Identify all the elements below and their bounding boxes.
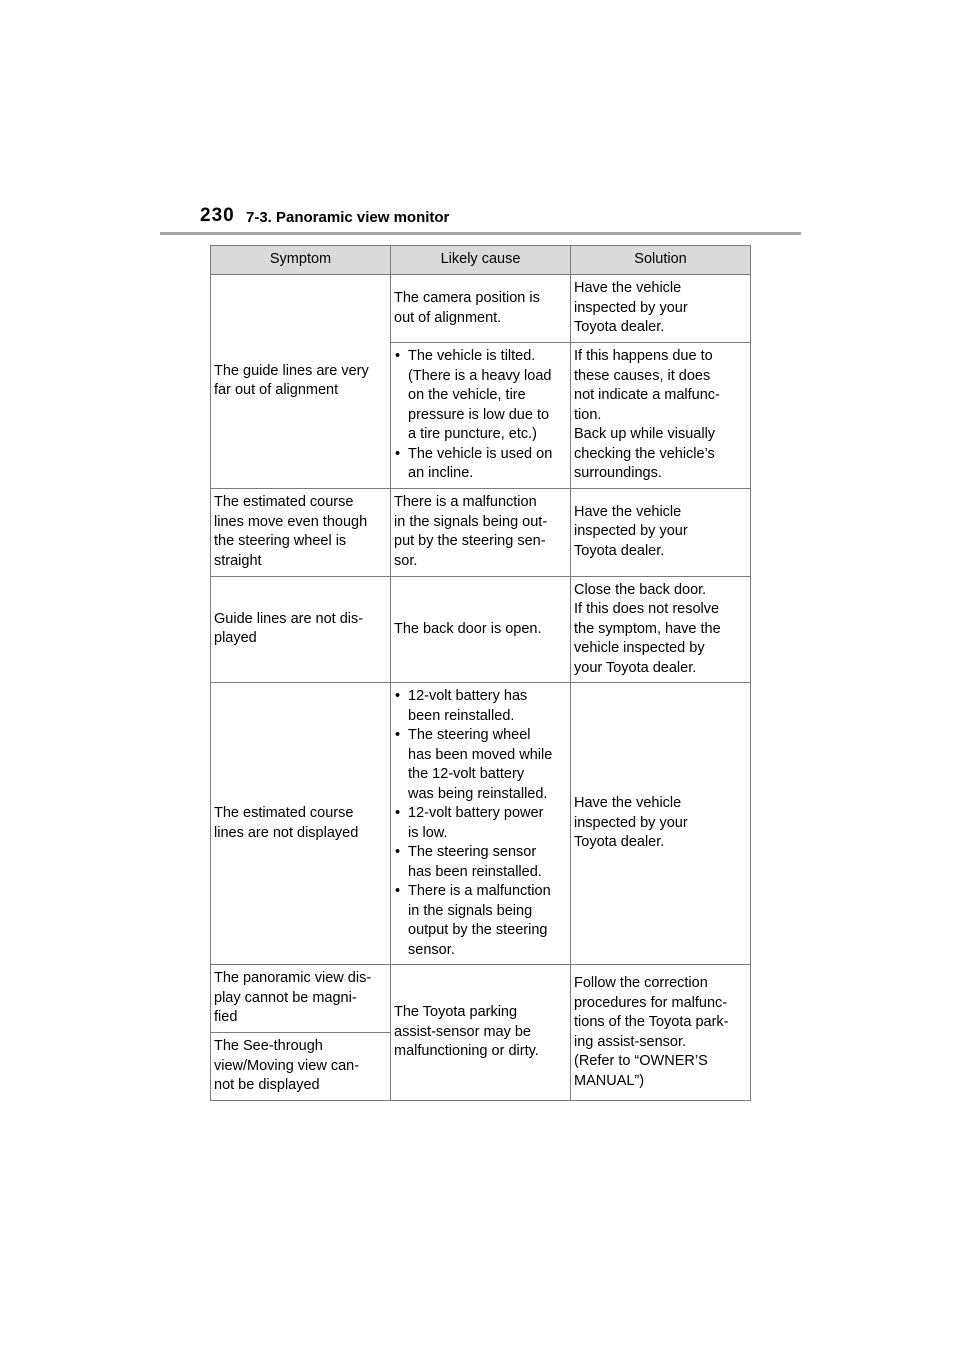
bullet-dot-icon: • bbox=[395, 688, 401, 704]
cause-bullet-list bbox=[394, 347, 567, 484]
cause-bullet-item bbox=[394, 804, 567, 843]
cause-bullet-item bbox=[394, 843, 567, 882]
solution-text: Close the back door. If this does not resolve the symptom, have the vehicle inspected by your Toyota dealer. bbox=[574, 581, 721, 676]
cause-cell bbox=[391, 683, 571, 965]
cause-bullet-list bbox=[394, 687, 567, 960]
cause-bullet-text: The steering sensor has been reinstalled. bbox=[408, 844, 542, 880]
troubleshooting-table bbox=[210, 245, 751, 1101]
table-header-row bbox=[211, 246, 751, 275]
cause-bullet-item bbox=[394, 726, 567, 804]
symptom-text: The estimated course lines are not displayed bbox=[214, 805, 359, 841]
solution-cell bbox=[571, 576, 751, 683]
section-title: 7-3. Panoramic view monitor bbox=[246, 209, 450, 226]
table-row bbox=[211, 965, 751, 1033]
cause-bullet-text: 12-volt battery has been reinstalled. bbox=[408, 688, 528, 724]
bullet-dot-icon: • bbox=[395, 883, 401, 899]
table-row bbox=[211, 683, 751, 965]
cause-bullet-text: 12-volt battery power is low. bbox=[408, 805, 544, 841]
symptom-cell bbox=[211, 488, 391, 576]
cause-bullet-text: The steering wheel has been moved while the 12-volt battery was being reinstalled. bbox=[408, 727, 553, 802]
cause-bullet-item bbox=[394, 687, 567, 726]
cause-bullet-item bbox=[394, 347, 567, 445]
bullet-dot-icon: • bbox=[395, 727, 401, 743]
cause-text: There is a malfunction in the signals being out- put by the steering sen- sor. bbox=[394, 494, 548, 569]
cause-cell bbox=[391, 965, 571, 1101]
table-row bbox=[211, 275, 751, 343]
solution-cell bbox=[571, 683, 751, 965]
table-row bbox=[211, 488, 751, 576]
header-likely-cause: Likely cause bbox=[391, 246, 571, 275]
cause-cell bbox=[391, 275, 571, 343]
symptom-cell bbox=[211, 576, 391, 683]
header-solution: Solution bbox=[571, 246, 751, 275]
symptom-cell bbox=[211, 965, 391, 1033]
cause-bullet-text: The vehicle is used on an incline. bbox=[408, 445, 553, 481]
cause-text: The back door is open. bbox=[394, 620, 542, 637]
solution-text: Have the vehicle inspected by your Toyota dealer. bbox=[574, 503, 688, 559]
cause-cell bbox=[391, 343, 571, 489]
cause-bullet-text: The vehicle is tilted. (There is a heavy load on the vehicle, tire pressure is low due to a tire puncture, etc.) bbox=[408, 348, 552, 442]
symptom-text: The panoramic view dis- play cannot be magni- fied bbox=[214, 970, 372, 1026]
bullet-dot-icon: • bbox=[395, 805, 401, 821]
cause-bullet-text: There is a malfunction in the signals being output by the steering sensor. bbox=[408, 883, 551, 958]
table-row bbox=[211, 576, 751, 683]
cause-bullet-item bbox=[394, 445, 567, 484]
solution-text: Follow the correction procedures for malfunc- tions of the Toyota park- ing assist-sensor. (Refer to “OWNER’S MANUAL”) bbox=[574, 975, 729, 1089]
symptom-text: The guide lines are very far out of alignment bbox=[214, 362, 369, 399]
solution-cell bbox=[571, 343, 751, 489]
solution-cell bbox=[571, 488, 751, 576]
symptom-cell bbox=[211, 275, 391, 489]
cause-cell bbox=[391, 488, 571, 576]
bullet-dot-icon: • bbox=[395, 445, 401, 462]
cause-bullet-item bbox=[394, 882, 567, 960]
header-symptom: Symptom bbox=[211, 246, 391, 275]
symptom-text: Guide lines are not dis- played bbox=[214, 610, 364, 647]
solution-text: Have the vehicle inspected by your Toyota dealer. bbox=[574, 280, 688, 336]
solution-cell bbox=[571, 275, 751, 343]
header-divider bbox=[160, 232, 801, 235]
symptom-cell bbox=[211, 683, 391, 965]
cause-text: The Toyota parking assist-sensor may be malfunctioning or dirty. bbox=[394, 1004, 539, 1060]
solution-text: If this happens due to these causes, it does not indicate a malfunc- tion. Back up while visually checking the vehicle’s surroundings. bbox=[574, 348, 720, 481]
symptom-text: The See-through view/Moving view can- not be displayed bbox=[214, 1038, 360, 1094]
solution-cell bbox=[571, 965, 751, 1101]
cause-text: The camera position is out of alignment. bbox=[394, 290, 540, 326]
bullet-dot-icon: • bbox=[395, 348, 401, 364]
solution-text: Have the vehicle inspected by your Toyota dealer. bbox=[574, 795, 688, 851]
cause-cell bbox=[391, 576, 571, 683]
symptom-text: The estimated course lines move even though the steering wheel is straight bbox=[214, 494, 368, 569]
symptom-cell bbox=[211, 1033, 391, 1101]
bullet-dot-icon: • bbox=[395, 844, 401, 860]
page-number: 230 bbox=[200, 205, 235, 226]
